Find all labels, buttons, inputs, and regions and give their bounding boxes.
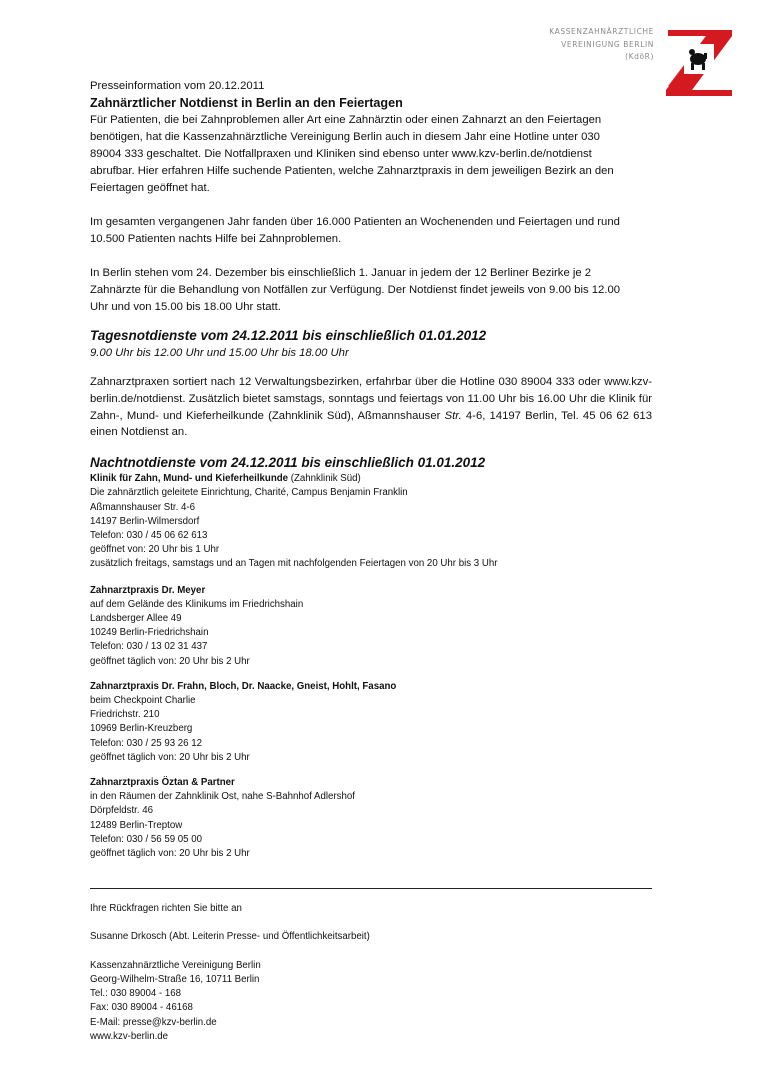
entry-line: Telefon: 030 / 56 59 05 00 bbox=[90, 833, 203, 845]
logo-line-2: VEREINIGUNG BERLIN bbox=[561, 39, 654, 49]
text-line: 10.500 Patienten nachts Hilfe bei Zahnproblemen. bbox=[90, 233, 342, 245]
entry-line: Die zahnärztlich geleitete Einrichtung, Charité, Campus Benjamin Franklin bbox=[90, 487, 408, 499]
entry-line: Telefon: 030 / 45 06 62 613 bbox=[90, 530, 208, 541]
entry-line: Telefon: 030 / 25 93 26 12 bbox=[90, 737, 203, 749]
tages-text bbox=[90, 374, 652, 441]
entry-line: 10969 Berlin-Kreuzberg bbox=[90, 723, 193, 735]
entry-line: beim Checkpoint Charlie bbox=[90, 695, 196, 707]
entry-line: Dörpfeldstr. 46 bbox=[90, 805, 154, 817]
tages-hours: 9.00 Uhr bis 12.00 Uhr und 15.00 Uhr bis 18.00 Uhr bbox=[90, 347, 349, 359]
nacht-entry bbox=[90, 584, 652, 669]
entry-line: zusätzlich freitags, samstags und an Tagen mit nachfolgenden Feiertagen von 20 Uhr bis 3 Uhr bbox=[90, 558, 498, 570]
entry-line: auf dem Gelände des Klinikums im Friedrichshain bbox=[90, 598, 304, 610]
entry-line: geöffnet täglich von: 20 Uhr bis 2 Uhr bbox=[90, 751, 250, 763]
nacht-entry bbox=[90, 472, 652, 571]
entry-name: Zahnarztpraxis Dr. Frahn, Bloch, Dr. Naacke, Gneist, Hohlt, Fasano bbox=[90, 680, 397, 692]
entry-line: Telefon: 030 / 13 02 31 437 bbox=[90, 641, 208, 653]
logo-text bbox=[549, 26, 654, 64]
text-line: abrufbar. Hier erfahren Hilfe suchende Patienten, welche Zahnarztpraxis in dem jeweiligen Bezirk an den bbox=[90, 165, 614, 177]
entry-line: 10249 Berlin-Friedrichshain bbox=[90, 627, 209, 639]
intro-paragraph-2 bbox=[90, 214, 652, 248]
tages-text-part2: 4-6, 14197 Berlin, Tel. 45 06 62 613 einen Notdienst an. bbox=[90, 409, 652, 439]
entry-line: Friedrichstr. 210 bbox=[90, 709, 160, 721]
tages-heading: Tagesnotdienste vom 24.12.2011 bis einschließlich 01.01.2012 bbox=[90, 328, 487, 343]
text-line: Im gesamten vergangenen Jahr fanden über 16.000 Patienten an Wochenenden und Feiertagen und rund bbox=[90, 216, 620, 228]
text-line: 89004 333 geschaltet. Die Notfallpraxen und Kliniken sind ebenso unter www.kzv-berlin.de/notdienst bbox=[90, 148, 592, 160]
entry-line: Aßmannshauser Str. 4-6 bbox=[90, 501, 195, 513]
logo-line-1: KASSENZAHNÄRZTLICHE bbox=[549, 27, 654, 36]
text-line: Feiertagen geöffnet hat. bbox=[90, 182, 210, 194]
entry-line: in den Räumen der Zahnklinik Ost, nahe S-Bahnhof Adlershof bbox=[90, 791, 355, 803]
nacht-entry bbox=[90, 776, 652, 861]
intro-paragraph-3 bbox=[90, 265, 652, 316]
text-line: benötigen, hat die Kassenzahnärztliche Vereinigung Berlin auch in diesem Jahr eine Hotline unter 030 bbox=[90, 131, 600, 143]
tages-text-italic: Str. bbox=[444, 409, 462, 422]
entry-line: geöffnet täglich von: 20 Uhr bis 2 Uhr bbox=[90, 655, 250, 667]
entry-name: Zahnarztpraxis Öztan & Partner bbox=[90, 777, 235, 789]
tages-text-part1: Zahnarztpraxen sortiert nach 12 Verwaltungsbezirken, erfahrbar über die Hotline 030 89004 333 oder www.kzv-berlin.de/notdienst. Zusätzlich bietet samstags, sonntags und feiertags von 11.00 Uhr bis 16.00 Uhr die Klinik für Zahn-, Mund- und Kieferheilkunde (Zahnklinik Süd), Aßmannshauser bbox=[90, 376, 652, 422]
z-emblem-icon bbox=[662, 20, 736, 96]
footer-intro: Ihre Rückfragen richten Sie bitte an bbox=[90, 903, 242, 914]
entry-name: Klinik für Zahn, Mund- und Kieferheilkunde (Zahnklinik Süd) bbox=[90, 473, 361, 485]
entry-line: 12489 Berlin-Treptow bbox=[90, 819, 183, 831]
intro-paragraph-1 bbox=[90, 112, 652, 197]
entry-line: 14197 Berlin-Wilmersdorf bbox=[90, 515, 200, 527]
logo-line-3: (KdöR) bbox=[625, 52, 654, 61]
footer-website: www.kzv-berlin.de bbox=[90, 1031, 169, 1043]
text-line: Uhr und von 15.00 bis 18.00 Uhr statt. bbox=[90, 301, 281, 313]
nacht-entry bbox=[90, 680, 652, 765]
footer-org-line: Georg-Wilhelm-Straße 16, 10711 Berlin bbox=[90, 973, 260, 985]
page-title: Zahnärztlicher Notdienst in Berlin an den Feiertagen bbox=[90, 96, 403, 110]
entry-line: Landsberger Allee 49 bbox=[90, 613, 182, 625]
entry-line: geöffnet von: 20 Uhr bis 1 Uhr bbox=[90, 544, 220, 556]
nacht-heading: Nachtnotdienste vom 24.12.2011 bis einschließlich 01.01.2012 bbox=[90, 455, 486, 471]
footer-email: E-Mail: presse@kzv-berlin.de bbox=[90, 1016, 217, 1028]
text-line: Für Patienten, die bei Zahnproblemen aller Art eine Zahnärztin oder einen Zahnarzt an den Feiertagen bbox=[90, 114, 602, 126]
footer-divider bbox=[90, 888, 652, 889]
footer-contact bbox=[90, 902, 652, 1044]
text-line: Zahnärzte für die Behandlung von Notfällen zur Verfügung. Der Notdienst findet jeweils von 9.00 bis 12.00 bbox=[90, 284, 621, 296]
footer-org-line: Kassenzahnärztliche Vereinigung Berlin bbox=[90, 959, 261, 971]
footer-org-line: Tel.: 030 89004 - 168 bbox=[90, 988, 182, 1000]
footer-contact-person: Susanne Drkosch (Abt. Leiterin Presse- und Öffentlichkeitsarbeit) bbox=[90, 931, 370, 943]
entry-line: geöffnet täglich von: 20 Uhr bis 2 Uhr bbox=[90, 848, 250, 860]
press-release bbox=[90, 78, 652, 861]
entry-name: Zahnarztpraxis Dr. Meyer bbox=[90, 584, 206, 596]
footer-org-line: Fax: 030 89004 - 46168 bbox=[90, 1002, 193, 1014]
text-line: In Berlin stehen vom 24. Dezember bis einschließlich 1. Januar in jedem der 12 Berliner Bezirke je 2 bbox=[90, 267, 592, 279]
date-line: Presseinformation vom 20.12.2011 bbox=[90, 80, 265, 92]
